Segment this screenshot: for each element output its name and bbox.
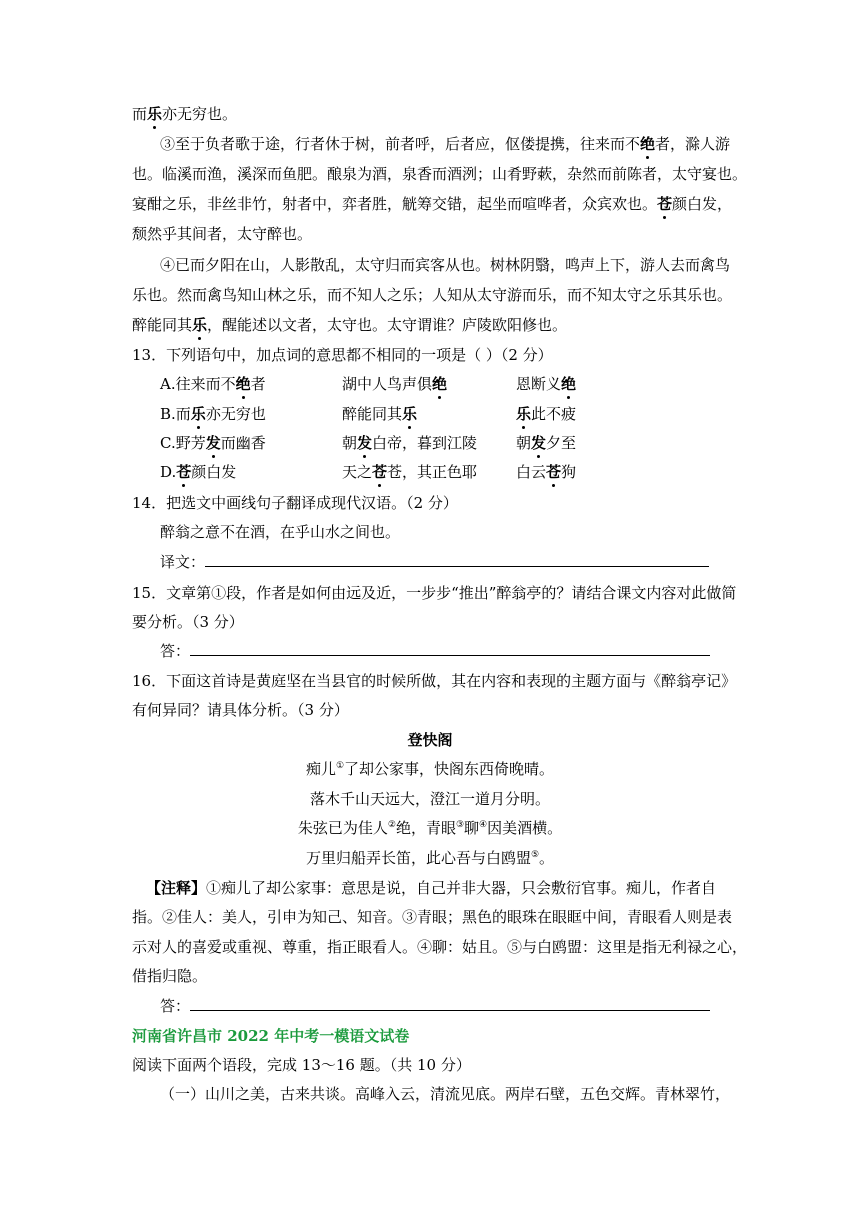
option-d: D.苍颜白发 天之苍苍，其正色耶 白云苍狗 bbox=[160, 463, 577, 481]
question-16: 16．下面这首诗是黄庭坚在当县官的时候所做，其在内容和表现的主题方面与《醉翁亭记》 bbox=[132, 672, 737, 690]
answer-line-15[interactable]: 答： bbox=[160, 641, 710, 661]
section-instruction: 阅读下面两个语段，完成 13～16 题。（共 10 分） bbox=[132, 1056, 471, 1074]
annotation: 【注释】①痴儿了却公家事：意思是说，自己并非大器，只会敷衍官事。痴儿，作者自 bbox=[146, 879, 717, 897]
option-a: A.往来而不绝者 湖中人鸟声俱绝 恩断义绝 bbox=[160, 375, 577, 393]
poem-line: 痴儿①了却公家事，快阁东西倚晚晴。 bbox=[305, 760, 555, 778]
poem-line: 朱弦已为佳人②绝，青眼③聊④因美酒横。 bbox=[297, 819, 563, 837]
para-cont: 而乐亦无穷也。 bbox=[132, 105, 238, 123]
option-c: C.野芳发而幽香 朝发白帝，暮到江陵 朝发夕至 bbox=[160, 434, 577, 452]
document-page: 而乐亦无穷也。 ③至于负者歌于途，行者休于树，前者呼，后者应，伛偻提携，往来而不绝者，滁人游 也。临溪而渔，溪深而鱼肥。酿泉为酒，泉香而酒洌；山肴野蔌，杂然而前陈者，太守宴也。 宴酣之乐，非丝非竹，射者中，弈者胜，觥筹交错，起坐而喧哗者，众宾欢也。苍颜白发， 颓然乎其间者，太守醉也。 ④已而夕阳在山，人影散乱，太守归而宾客从也。树林阴翳，鸣声上下，游人去而禽鸟 乐也。然而禽鸟知山林之乐，而不知人之乐；人知从太守游而乐，而不知太守之乐其乐也。 醉能同其乐，醒能述以文者，太守也。太守谓谁？庐陵欧阳修也。 13．下列语句中，加点词的意思都不相同的一项是（ ）（2 分） A.往来而不绝者 湖中人鸟声俱绝 恩断义绝 B.而乐亦无穷也 醉能同其乐 乐此不疲 C.野芳发而幽香 朝发白帝，暮到江陵 朝发夕至 D.苍颜白发 天之苍苍，其正色耶 白云苍狗 14．把选文中画线句子翻译成现代汉语。（2 分） 醉翁之意不在酒，在乎山水之间也。 译文： 15．文章第①段，作者是如何由远及近，一步步“推出”醉翁亭的？请结合课文内容对此做简 要分析。（3 分） 答： 16．下面这首诗是黄庭坚在当县官的时候所做，其在内容和表现的主题方面与《醉翁亭记》 有何异同？请具体分析。（3 分） 登快阁 痴儿①了却公家事，快阁东西倚晚晴。 落木千山天远大，澄江一道月分明。 朱弦已为佳人②绝，青眼③聊④因美酒横。 万里归船弄长笛，此心吾与白鸥盟⑤。 【注释】①痴儿了却公家事：意思是说，自己并非大器，只会敷衍官事。痴儿，作者自 指。②佳人：美人，引申为知己、知音。③青眼；黑色的眼珠在眼眶中间，青眼看人则是表 示对人的喜爱或重视、尊重，指正眼看人。④聊：姑且。⑤与白鸥盟：这里是指无利禄之心， 借指归隐。 答： 河南省许昌市 2022 年中考一模语文试卷 阅读下面两个语段，完成 13～16 题。（共 10 分） （一）山川之美，古来共谈。高峰入云，清流见底。两岸石壁，五色交辉。青林翠竹， bbox=[0, 0, 860, 1216]
section-title: 河南省许昌市 2022 年中考一模语文试卷 bbox=[132, 1027, 410, 1045]
option-b: B.而乐亦无穷也 醉能同其乐 乐此不疲 bbox=[160, 405, 577, 423]
question-13: 13．下列语句中，加点词的意思都不相同的一项是（ ）（2 分） bbox=[132, 346, 553, 364]
poem-line: 万里归船弄长笛，此心吾与白鸥盟⑤。 bbox=[305, 849, 555, 867]
passage-1: （一）山川之美，古来共谈。高峰入云，清流见底。两岸石壁，五色交辉。青林翠竹， bbox=[160, 1085, 731, 1103]
question-14: 14．把选文中画线句子翻译成现代汉语。（2 分） bbox=[132, 494, 458, 512]
answer-line-16[interactable]: 答： bbox=[160, 996, 710, 1016]
para-3: ③至于负者歌于途，行者休于树，前者呼，后者应，伛偻提携，往来而不绝者，滁人游 bbox=[160, 135, 731, 153]
answer-line-14[interactable]: 译文： bbox=[160, 552, 709, 572]
poem-title: 登快阁 bbox=[407, 731, 453, 749]
poem-line: 落木千山天远大，澄江一道月分明。 bbox=[309, 790, 550, 808]
question-15: 15．文章第①段，作者是如何由远及近，一步步“推出”醉翁亭的？请结合课文内容对此做简 bbox=[132, 584, 737, 602]
para-4: ④已而夕阳在山，人影散乱，太守归而宾客从也。树林阴翳，鸣声上下，游人去而禽鸟 bbox=[160, 256, 731, 274]
